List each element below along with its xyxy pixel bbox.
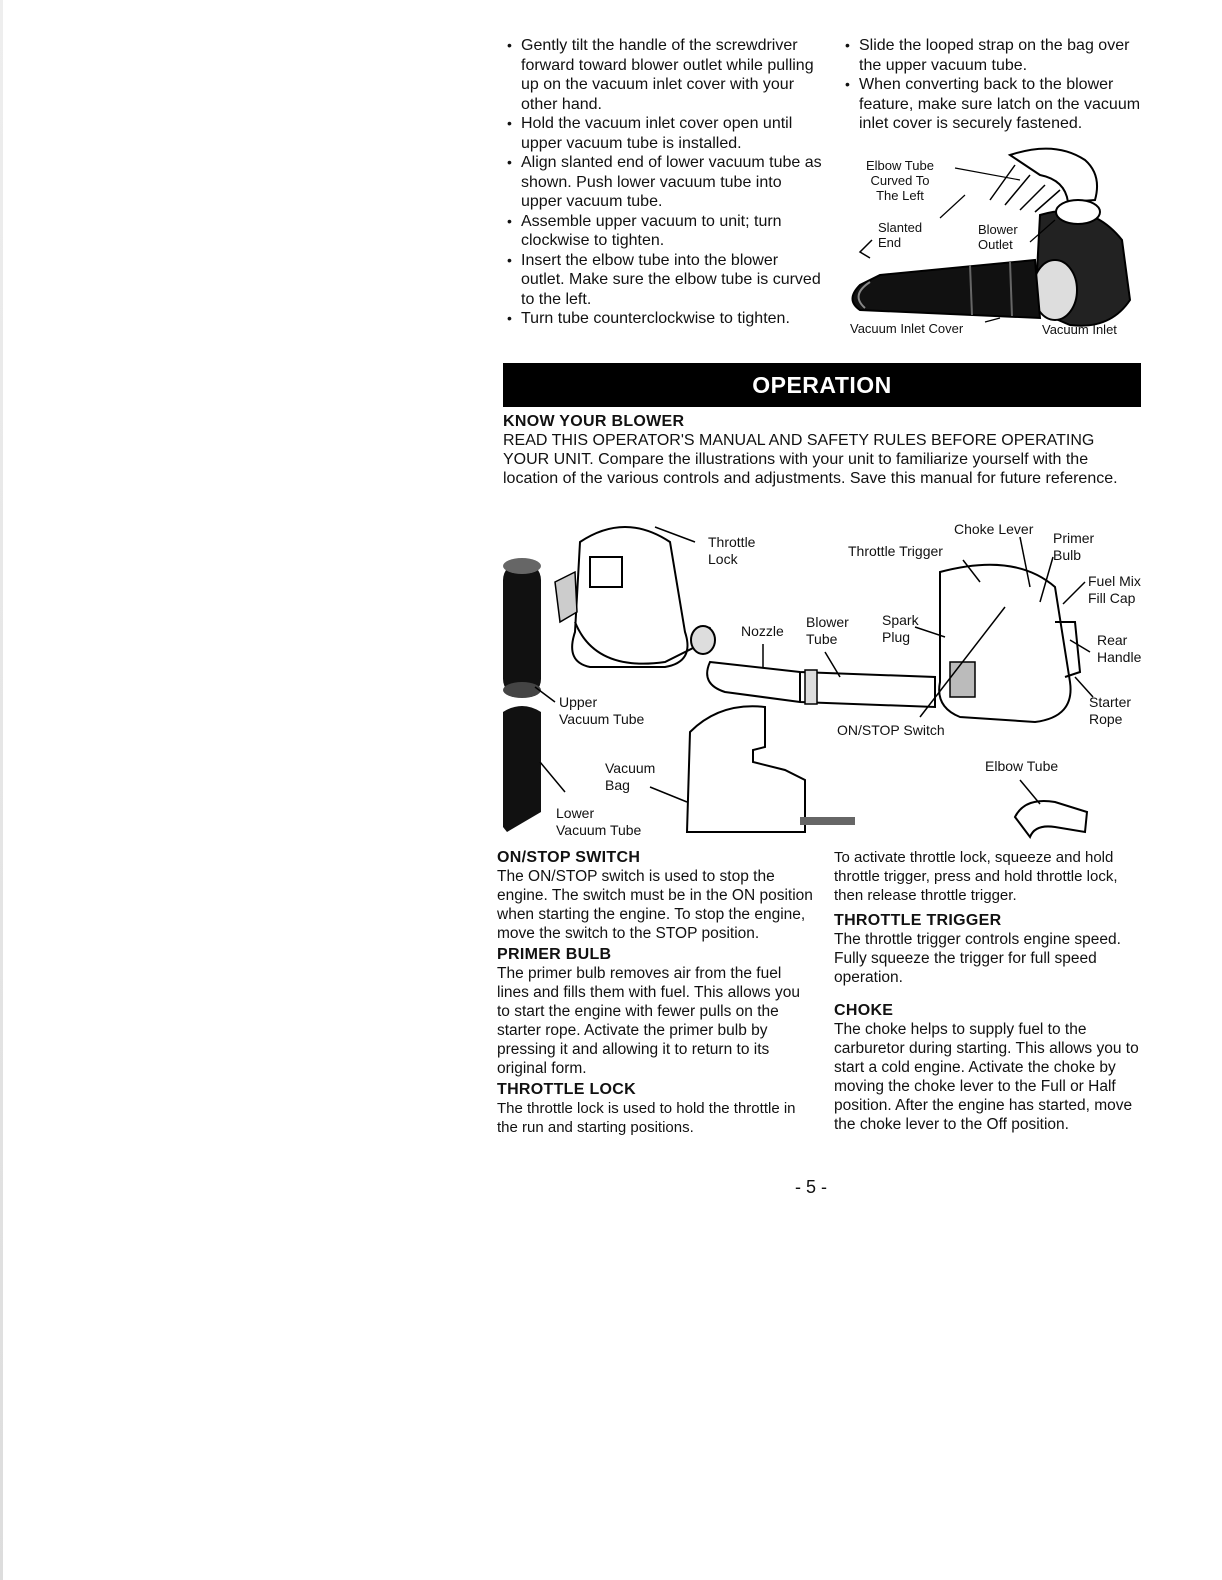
list-item: • Turn tube counterclockwise to tighten. <box>507 309 825 329</box>
throttle-trigger-text: The throttle trigger controls engine speed. Fully squeeze the trigger for full speed operation. <box>834 931 1121 986</box>
list-item: • Align slanted end of lower vacuum tube as shown. Push lower vacuum tube into upper vacuum tube. <box>507 153 825 212</box>
list-item: • When converting back to the blower feature, make sure latch on the vacuum inlet cover is securely fastened. <box>845 75 1145 134</box>
label-choke-lever: Choke Lever <box>954 521 1034 537</box>
throttle-lock-heading: THROTTLE LOCK <box>497 1081 636 1098</box>
label-vacuum-inlet-cover: Vacuum Inlet Cover <box>850 321 964 336</box>
assembly-steps-right <box>845 36 1145 134</box>
label-vacuum-inlet: Vacuum Inlet <box>1042 322 1117 337</box>
label-on-stop-switch: ON/STOP Switch <box>837 722 945 738</box>
label-fuel-mix-fill-cap: Fuel Mix Fill Cap <box>1088 573 1141 606</box>
operation-banner: OPERATION <box>503 363 1141 407</box>
blower-rear-drawing <box>939 565 1070 722</box>
label-nozzle: Nozzle <box>741 623 784 639</box>
label-throttle-trigger: Throttle Trigger <box>848 543 943 559</box>
list-item: • Hold the vacuum inlet cover open until upper vacuum tube is installed. <box>507 114 825 153</box>
assembly-steps-left <box>507 36 825 329</box>
label-blower-outlet: Blower Outlet <box>978 222 1018 252</box>
list-item: • Gently tilt the handle of the screwdriver forward toward blower outlet while pulling up on the vacuum inlet cover with your other hand. <box>507 36 825 114</box>
vacuum-assembly-figure <box>840 140 1140 340</box>
list-item: • Insert the elbow tube into the blower outlet. Make sure the elbow tube is curved to the left. <box>507 251 825 310</box>
label-spark-plug: Spark Plug <box>882 612 919 645</box>
blower-tube-drawing <box>707 662 935 707</box>
on-stop-switch-heading: ON/STOP SWITCH <box>497 849 641 866</box>
label-primer-bulb: Primer Bulb <box>1053 530 1095 563</box>
elbow-tube-drawing <box>1015 801 1087 837</box>
primer-bulb-text: The primer bulb removes air from the fuel lines and fills them with fuel. This allows you to start the engine with fewer pulls on the starter rope. Activate the primer bulb by pressing it and allowing it to return to its original form. <box>497 965 800 1077</box>
throttle-lock-text: The throttle lock is used to hold the throttle in the run and starting positions. <box>497 1100 796 1136</box>
choke-text: The choke helps to supply fuel to the carburetor during starting. This allows you to start a cold engine. Activate the choke by moving the choke lever to the Full or Half position. After the engine has started, move the choke lever to the Off position. <box>834 1021 1139 1133</box>
controls-right-column <box>834 848 1149 1134</box>
list-item: • Slide the looped strap on the bag over the upper vacuum tube. <box>845 36 1145 75</box>
label-rear-handle: Rear Handle <box>1097 632 1142 665</box>
upper-vacuum-tube-drawing <box>503 562 541 697</box>
label-upper-vacuum-tube: Upper Vacuum Tube <box>559 694 645 727</box>
on-stop-switch-text: The ON/STOP switch is used to stop the engine. The switch must be in the ON position when starting the engine. To stop the engine, move the switch to the STOP position. <box>497 868 813 942</box>
scan-edge <box>0 0 3 1580</box>
label-elbow-tube: Elbow Tube <box>985 758 1059 774</box>
controls-left-column <box>497 848 817 1137</box>
lower-vacuum-tube-drawing <box>503 706 541 832</box>
know-your-blower-text: READ THIS OPERATOR'S MANUAL AND SAFETY RULES BEFORE OPERATING YOUR UNIT. Compare the illustrations with your unit to familiarize yourself with the location of the various controls and adjustments. Save this manual for future reference. <box>503 432 1118 487</box>
elbow-tube-drawing <box>1010 149 1097 202</box>
label-starter-rope: Starter Rope <box>1089 694 1132 727</box>
list-item: • Assemble upper vacuum to unit; turn clockwise to tighten. <box>507 212 825 251</box>
blower-parts-figure <box>495 512 1155 842</box>
label-elbow-tube: Elbow Tube Curved To The Left <box>866 158 934 203</box>
page-number: - 5 - <box>795 1177 828 1197</box>
primer-bulb-heading: PRIMER BULB <box>497 946 612 963</box>
label-throttle-lock: Throttle Lock <box>708 534 756 567</box>
label-blower-tube: Blower Tube <box>806 614 849 647</box>
label-slanted-end: Slanted End <box>878 220 923 250</box>
know-your-blower-heading: KNOW YOUR BLOWER <box>503 413 685 430</box>
choke-heading: CHOKE <box>834 1002 894 1019</box>
label-vacuum-bag: Vacuum Bag <box>605 760 656 793</box>
throttle-trigger-heading: THROTTLE TRIGGER <box>834 912 1002 929</box>
label-lower-vacuum-tube: Lower Vacuum Tube <box>556 805 642 838</box>
vacuum-bag-drawing <box>687 706 805 832</box>
throttle-lock-continued-text: To activate throttle lock, squeeze and hold throttle trigger, press and hold throttle lock, then release throttle trigger. <box>834 849 1118 904</box>
